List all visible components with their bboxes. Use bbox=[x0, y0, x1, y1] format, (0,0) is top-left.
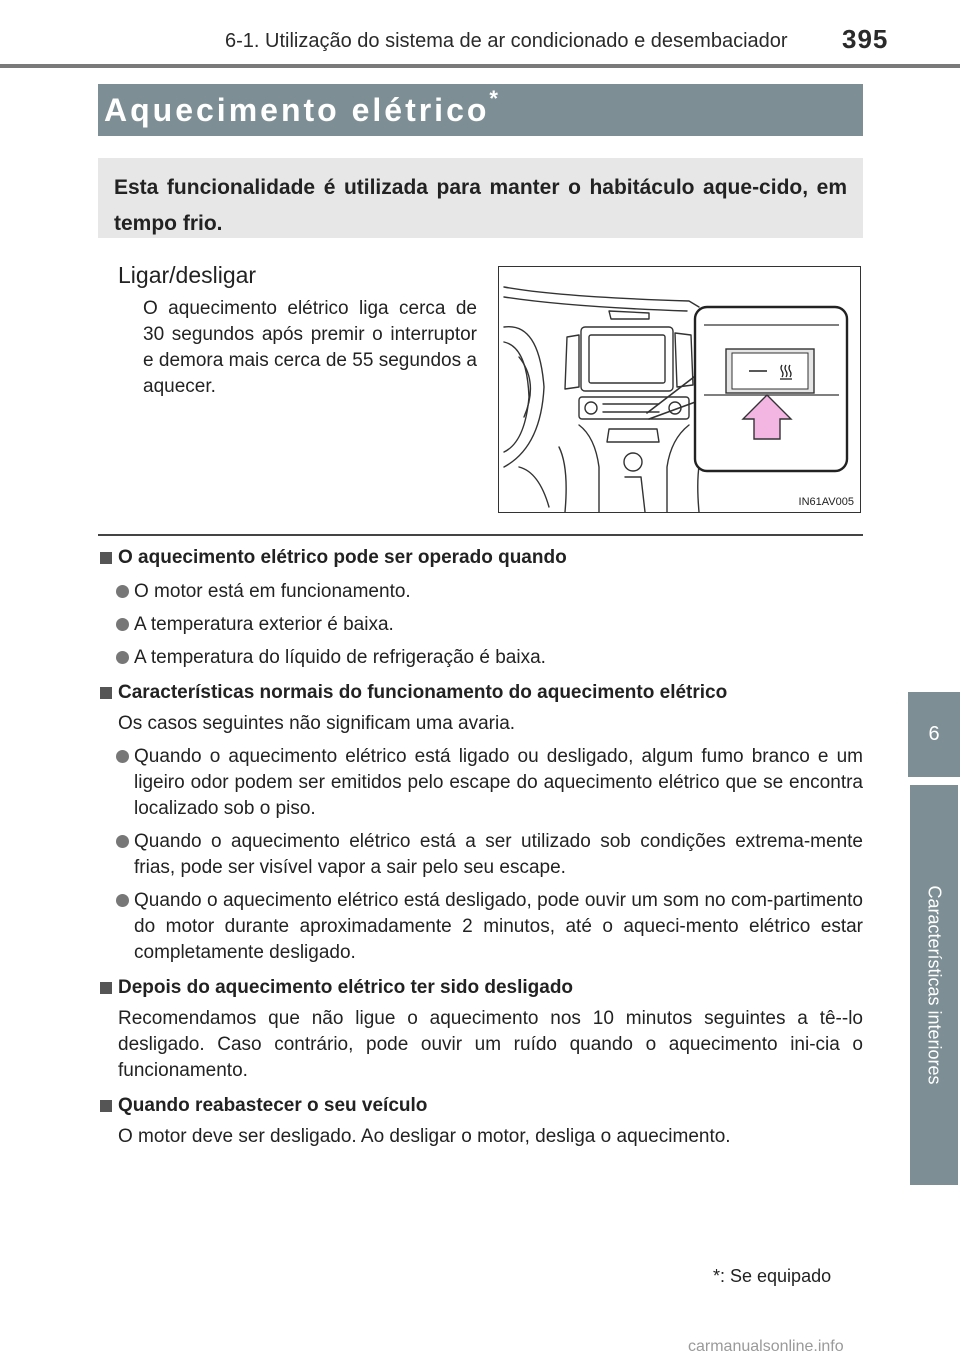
list-item: A temperatura exterior é baixa. bbox=[98, 612, 863, 638]
bullet-icon bbox=[116, 618, 129, 631]
dashboard-illustration bbox=[499, 267, 860, 512]
section-heading: 6-1. Utilização do sistema de ar condicionado e desembaciador bbox=[225, 30, 788, 52]
section-heading-4: Quando reabastecer o seu veículo bbox=[98, 1092, 863, 1120]
bullet-icon bbox=[116, 835, 129, 848]
list-item: Quando o aquecimento elétrico está a ser utilizado sob condições extrema-mente frias, pode ser visível vapor a sair pelo seu escape. bbox=[98, 829, 863, 881]
square-bullet-icon bbox=[100, 687, 112, 699]
title-asterisk: * bbox=[489, 86, 498, 111]
figure-code: IN61AV005 bbox=[798, 496, 854, 508]
page-title-text: Aquecimento elétrico bbox=[104, 92, 490, 128]
section-heading-2: Características normais do funcionamento do aquecimento elétrico bbox=[98, 679, 863, 707]
body-content bbox=[98, 542, 863, 1150]
chapter-tab-label: Características interiores bbox=[924, 885, 945, 1085]
dashboard-figure bbox=[498, 266, 861, 513]
bullet-icon bbox=[116, 894, 129, 907]
chapter-tab-number: 6 bbox=[908, 692, 960, 777]
header-rule bbox=[0, 64, 960, 68]
section-paragraph: Os casos seguintes não significam uma avaria. bbox=[118, 713, 516, 734]
toggle-text: O aquecimento elétrico liga cerca de 30 segundos após premir o interruptor e demora mais cerca de 55 segundos a aquecer. bbox=[143, 298, 477, 397]
intro-text: Esta funcionalidade é utilizada para manter o habitáculo aque-cido, em tempo frio. bbox=[114, 176, 847, 235]
section-paragraph: Recomendamos que não ligue o aquecimento nos 10 minutos seguintes a tê--lo desligado. Caso contrário, pode ouvir um ruído quando o aquecimento ini-cia o funcionamento. bbox=[118, 1008, 863, 1081]
footnote: *: Se equipado bbox=[713, 1266, 832, 1286]
toggle-heading: Ligar/desligar bbox=[118, 262, 257, 288]
bullet-icon bbox=[116, 750, 129, 763]
list-item: Quando o aquecimento elétrico está ligado ou desligado, algum fumo branco e um ligeiro odor podem ser emitidos pelo escape do aquecimento elétrico que se encontra localizado sob o piso. bbox=[98, 744, 863, 822]
section-heading-3: Depois do aquecimento elétrico ter sido desligado bbox=[98, 974, 863, 1002]
list-item: A temperatura do líquido de refrigeração é baixa. bbox=[98, 645, 863, 671]
section-heading-1: O aquecimento elétrico pode ser operado quando bbox=[98, 544, 863, 572]
chapter-tab bbox=[910, 785, 958, 1185]
bullet-icon bbox=[116, 585, 129, 598]
square-bullet-icon bbox=[100, 1100, 112, 1112]
section-paragraph: O motor deve ser desligado. Ao desligar o motor, desliga o aquecimento. bbox=[118, 1126, 731, 1147]
square-bullet-icon bbox=[100, 982, 112, 994]
bullet-icon bbox=[116, 651, 129, 664]
title-bar bbox=[98, 84, 863, 136]
section-separator bbox=[98, 534, 863, 536]
square-bullet-icon bbox=[100, 552, 112, 564]
page-title bbox=[104, 86, 498, 129]
intro-box bbox=[98, 158, 863, 238]
list-item: O motor está em funcionamento. bbox=[98, 579, 863, 605]
list-item: Quando o aquecimento elétrico está desligado, pode ouvir um som no com-partimento do motor durante aproximadamente 2 minutos, até o aqueci-mento elétrico estar completamente desligado. bbox=[98, 888, 863, 966]
watermark: carmanualsonline.info bbox=[688, 1338, 844, 1355]
page-number: 395 bbox=[842, 24, 889, 54]
